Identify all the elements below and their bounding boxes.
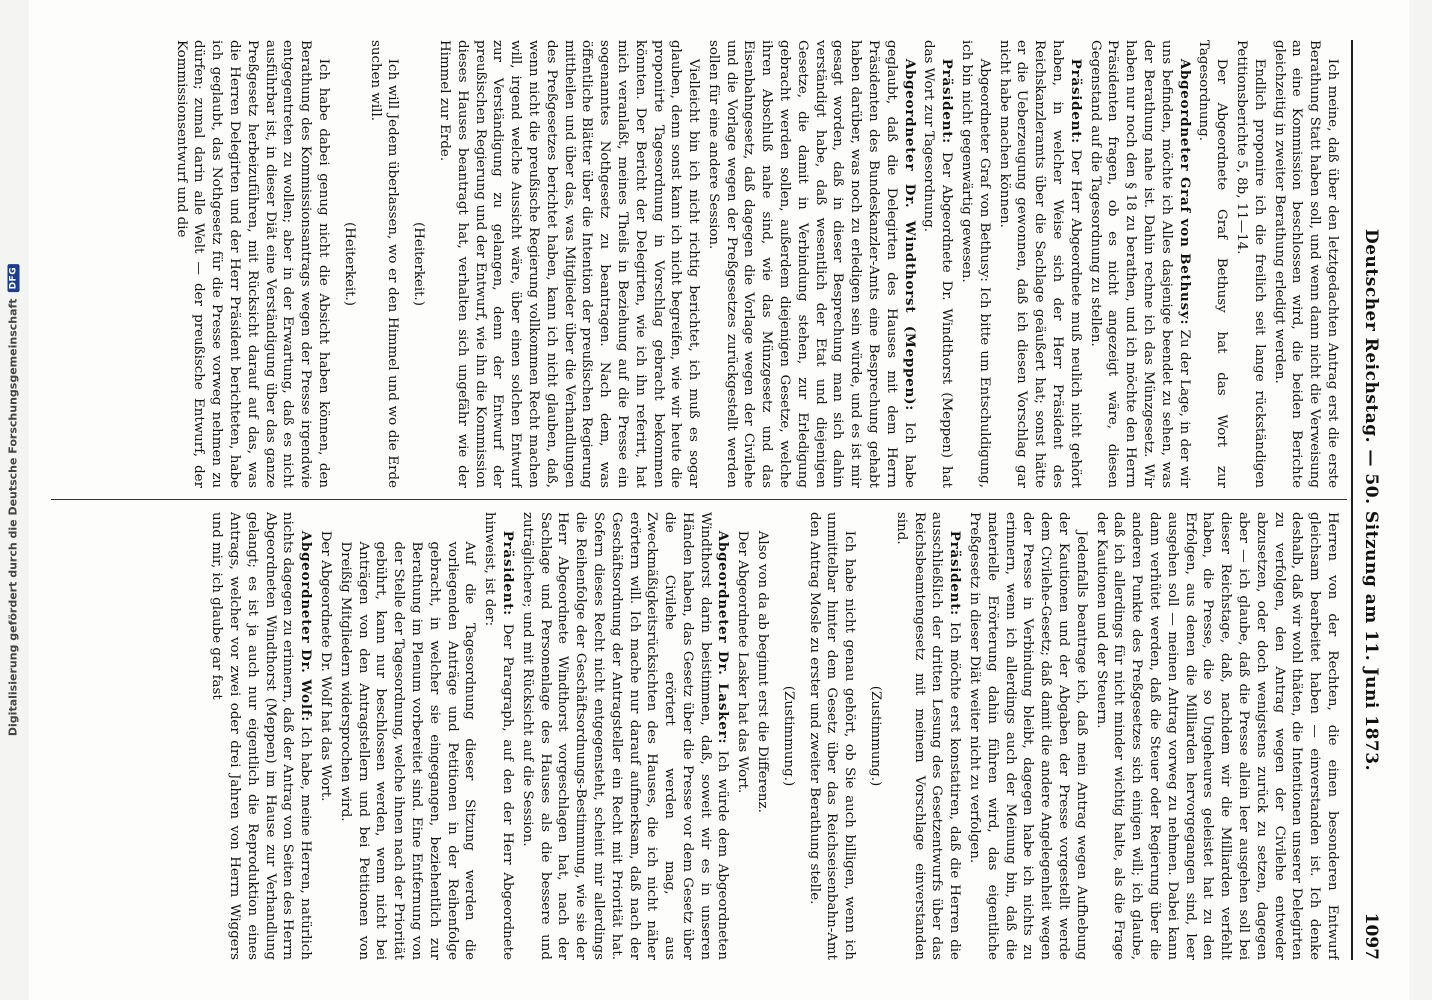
paragraph: [920, 40, 956, 488]
paragraph: [518, 512, 732, 960]
paragraph: [1086, 40, 1193, 488]
speech-text: Der Abgeordnete Dr. Windthorst (Meppen) hat das Wort zur Tagesordnung.: [921, 40, 955, 488]
header-rule: [1351, 40, 1353, 960]
column-divider: [51, 499, 1347, 500]
paragraph: Also von da ab beginnt erst die Differenz.: [755, 530, 771, 813]
paragraph: Ich will Jedem überlassen, wo er den Himmel und wo die Erde suchen will.: [367, 40, 401, 488]
credit-line: [7, 264, 20, 736]
paragraph: Herren von der Rechten, die einen besonderen Entwurf gleichsam bearbeitet haben — einverstanden ist. Ich denke deshalb, daß wir wohl thäten, die Intentionen unserer Delegirten zu verfolgen, den Antrag wegen der Civilehe entweder abzusetzen, oder doch wenigstens zurück zu setzen, dagegen aber — ich glaube, daß die Presse allein leer ausgehen soll bei dieser Reichstage, daß, nachdem wir die Milliarden verfehlt haben, die Presse, die so Ungeheures geleistet hat zu den Erfolgen, aus denen die Milliarden hervorgegangen sind, leer ausgehen soll — meinen Antrag vorweg zu nehmen. Dabei kann dann verhütet werden, daß die Steuer oder Regierung über die anderen Punkte des Preßgesetzes sich einigen will; ich glaube, daß ich allerdings für nicht minder wichtig halte, als die Frage der Kautionen und der Steuern.: [1093, 512, 1340, 960]
paragraph: Der Abgeordnete Dr. Wolf hat das Wort.: [317, 530, 333, 802]
interjection: (Heiterkeit.): [411, 222, 427, 306]
paragraph: [995, 40, 1084, 488]
speech-text: Der Paragraph, auf den der Herr Abgeordnete hinweist, ist der:: [482, 512, 515, 960]
right-column: [51, 512, 1341, 960]
paragraph: [480, 512, 516, 960]
paragraph: Ich meine, daß über den letztgedachten Antrag erst die erste Berathung Statt haben soll, und wenn dann nicht die Verweisung an eine Kommission beschlossen wird, die beiden Berichte gleichzeitig in zweiter Berathung erledigt werden.: [1271, 40, 1340, 488]
speech-text: Ich würde dem Abgeordneten Windthorst darin beistimmen, daß, soweit wir es in unseren Händen haben, das Gesetz über die Presse vor dem Gesetz über die Civilehe erörtert werden mag, aus Zweckmäßigkeitsrücksichten des Hauses, die ich nicht näher erörtern will. Ich mache nur darauf aufmerksam, daß nach der Geschäftsordnung der Antragsteller ein Recht mit Priorität hat. Sofern dieses Recht nicht entgegensteht, scheint mir allerdings die Reihenfolge der Geschäftsordnungs-Bestimmung, wie sie der Herr Abgeordnete Windthorst vorgeschlagen hat, nach der Sachlage und Personenlage des Hauses als die bessere und zuträglichere; und mit Rücksicht auf die Session.: [519, 512, 731, 960]
speaker-name: Abgeordneter Dr. Windthorst (Meppen):: [901, 58, 918, 411]
speech-text: Ich habe geglaubt, daß die Delegirten des Hauses mit dem Herrn Präsidenten des Bundeskanzler-Amts eine Besprechung gehabt haben darüber, was noch zu erledigen sein würde, und es ist mir gesagt worden, daß in dieser Besprechung man sich dahin verständigt habe, daß wesentlich der Etat und diejenigen Gesetze, die damit in Verbindung stehen, zur Erledigung gebracht werden sollen, außerdem diejenigen Gesetze, welche ihren Abschluß nahe sind, wie das Münzgesetz und das Eisenbahngesetz, daß dagegen die Vorlage wegen der Civilehe und die Vorlage wegen der Preßgesetzes zurückgestellt werden sollen für eine andere Session.: [705, 40, 917, 488]
paragraph: [704, 40, 918, 488]
speech-text: Zu der Lage, in der wir uns befinden, möchte ich Alles dasjenige beendet zu sehen, was der Berathung nahe ist. Dahin rechne ich das Münzgesetz. Wir haben nur noch den § 18 zu berathen, und ich möchte den Herrn Präsidenten fragen, ob es nicht angezeigt wäre, diesen Gegenstand auf die Tagesordnung zu stellen.: [1087, 40, 1192, 488]
paragraph: [207, 512, 314, 960]
paragraph: Abgeordneter Graf von Bethusy: Ich bitte um Entschuldigung, ich bin nicht gegenwärtig gewesen.: [959, 40, 992, 488]
speaker-name: Abgeordneter Dr. Wolf:: [298, 530, 315, 723]
speaker-name: Abgeordneter Dr. Lasker:: [715, 530, 732, 745]
speech-text: Ich möchte erst konstatiren, daß die Herren die ausschließlich der dritten Lesung des Gesetzentwurfs über das Reichsbeamtengesetz mit meinem Vorschlage einverstanden sind.: [893, 512, 963, 960]
page-number: 1097: [1361, 912, 1381, 960]
paragraph: Der Abgeordnete Lasker hat das Wort.: [735, 530, 751, 794]
speaker-name: Präsident:: [939, 58, 956, 144]
quoted-rule: Auf die Tagesordnung dieser Sitzung werden die vorliegenden Anträge und Petitionen in der Reihenfolge gebracht, in welcher sie eingegangen, beziehentlich zur Berathung im Plenum vorbereitet sind. Eine Entfernung von der Stelle der Tagesordnung, welche ihnen nach der Priorität gebührt, kann nur beschlossen werden, wenn nicht bei Anträgen von den Antragstellern und bei Petitionen von Dreißig Mitgliedern widersprochen wird.: [337, 541, 478, 960]
paragraph: Ich habe dabei genug nicht die Absicht haben können, den Berathung des Kommissionsantrags wegen der Presse irgendwie entgegentreten zu wollen; aber in der Erwartung, daß es nicht ausführbar ist, in dieser Diät eine Verständigung über das ganze Preßgesetz herbeizuführen, mit Rücksicht darauf auf das, was die Herren Delegirten und der Herr Präsident berichteten, habe ich geglaubt, das Nothgesetz für die Presse vorweg nehmen zu dürfen; zumal darin alle Welt — der preußische Entwurf, der Kommissionsentwurf und die: [173, 40, 331, 488]
paragraph: Der Abgeordnete Graf Bethusy hat das Wort zur Tagesordnung.: [1196, 40, 1230, 488]
page-header: [1353, 40, 1381, 960]
credit-text: Digitalisierung gefördert durch die Deutsche Forschungsgemeinschaft: [6, 298, 20, 737]
paragraph: Vielleicht bin ich nicht richtig berichtet, ich muß es sogar glauben, denn sonst kann ich nicht begreifen, wie wir heute die proponirte Tagesordnung in Vorschlag gebracht bekommen könnten. Der Bericht der Delegirten, wie ich ihn referirt, hat mich veranlaßt, meines Theils in Beziehung auf die Presse ein sogenanntes Nothgesetz zu beantragen. Nach dem, was öffentliche Blätter über die Intention der preußischen Regierung mittheilen und über das, was Mitglieder über die Verhandlungen des Preßgesetzes berichtet haben, kann ich nicht glauben, daß, wenn nicht die preußische Regierung vollkommen Recht machen will, irgend welche Aussicht wäre, über einen solchen Entwurf zur Verständigung zu gelangen, denn der Entwurf der preußischen Regierung und der Entwurf, wie ihn die Kommission dieses Hauses beantragt hat, verhalten sich ungefähr wie der Himmel zur Erde.: [436, 40, 702, 488]
speaker-name: Präsident:: [499, 530, 516, 616]
speaker-name: Präsident:: [947, 530, 964, 616]
interjection: (Zustimmung.): [868, 685, 884, 787]
credit-sidebar: [0, 0, 26, 1000]
speech-text: Ich habe, meine Herren, natürlich nichts dagegen zu erinnern, daß der Antrag von Seiten des Herrn Abgeordneten Windthorst (Meppen) im Hause zur Verhandlung gelangt; es ist ja auch nur eigentlich die Reproduktion eines Antrags, welcher vor zwei oder drei Jahren von Herrn Wiggers und mir, ich glaube gar fast: [209, 512, 314, 960]
speaker-name: Präsident:: [1067, 58, 1084, 144]
paragraph: [892, 512, 963, 960]
interjection: (Zustimmung.): [780, 685, 796, 787]
speech-text: Der Herr Abgeordnete muß neulich nicht gehört haben, in welcher Weise sich der Herr Präsident des Reichskanzleramts über die Sachlage geäußert hat; sonst hätte er die Ueberzeugung gewonnen, daß ich diesen Vorschlag gar nicht habe machen können.: [996, 40, 1083, 488]
dfg-logo: DFG: [7, 264, 19, 293]
paragraph: Endlich proponire ich die freilich seit lange rückständigen Petitionsberichte 5, 8b, 11—14.: [1234, 40, 1267, 488]
document-page: [29, 0, 1409, 1000]
paragraph: Jedenfalls beantrage ich, daß mein Antrag wegen Aufhebung der Kautionen und der Abgaben der Presse vorgestellt werde dem Civilehe-Gesetz; daß damit die andere Angelegenheit wegen der Presse in Verbindung bleibt, dagegen habe ich nichts zu erinnern, wenn ich allerdings auch der Meinung bin, daß die materielle Erörterung dahin führen wird, das eigentliche Preßgesetz in dieser Diät weiter nicht zu verfolgen.: [967, 512, 1089, 960]
interjection: (Heiterkeit.): [341, 222, 357, 306]
speaker-name: Abgeordneter Graf von Bethusy:: [1176, 58, 1193, 326]
running-title: Deutscher Reichstag. — 50. Sitzung am 11. Juni 1873.: [1361, 229, 1381, 771]
paragraph: Ich habe nicht genau gehört, ob Sie auch billigen, wenn ich unmittelbar hinter dem Gesetz über das Reichseisenbahn-Amt den Antrag Mosle zu erster und zweiter Berathung stelle.: [806, 512, 858, 960]
left-column: [51, 40, 1341, 488]
